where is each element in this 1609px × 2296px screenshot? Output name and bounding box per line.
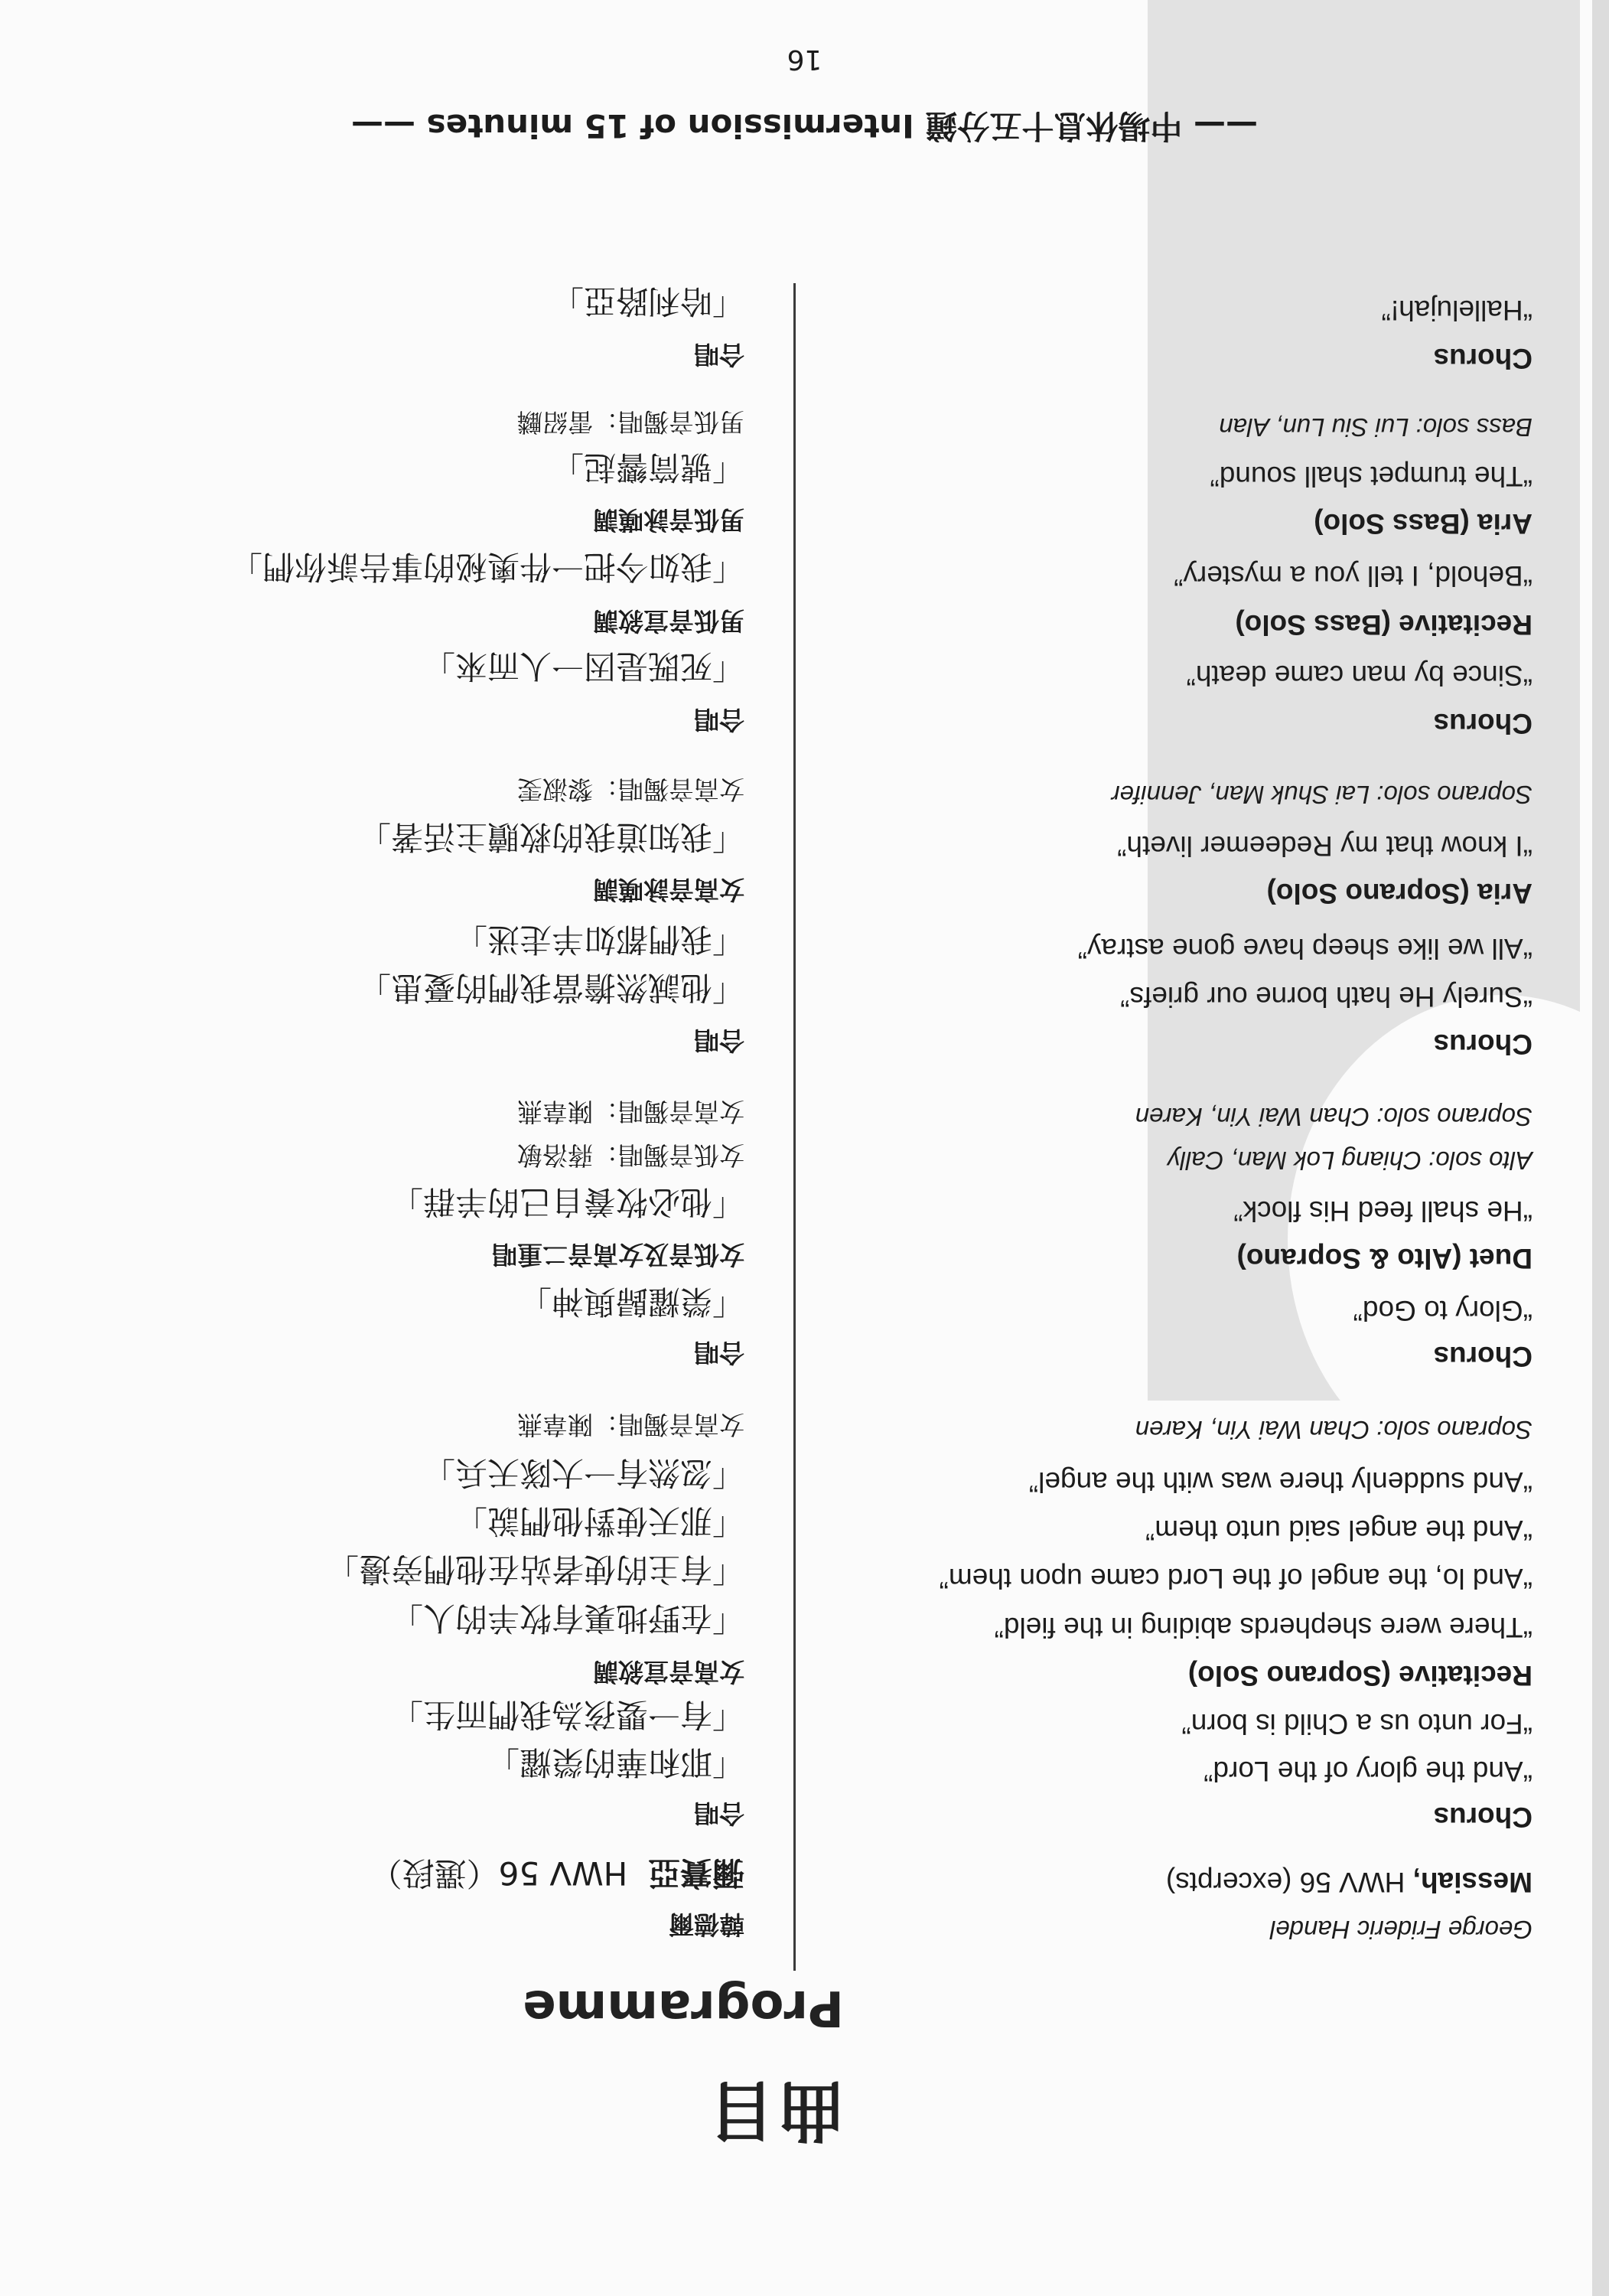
row-en: Duet (Alto & Soprano) — [1236, 1243, 1532, 1274]
row-en: “Glory to God” — [1353, 1295, 1532, 1326]
row-zh: 「我們都如羊走迷」 — [454, 921, 744, 958]
row-en: Aria (Bass Solo) — [1314, 508, 1532, 540]
work-zh-sub: HWV 56（選段） — [370, 1854, 628, 1892]
row-zh: 「他必牧養自己的羊群」 — [390, 1183, 744, 1221]
composer-en: George Frideric Handel — [1270, 1916, 1532, 1944]
title-zh: 曲目 — [706, 2072, 844, 2148]
row-en: Soprano solo: Chan Wai Yin, Karen — [1135, 1416, 1532, 1444]
row-zh: 「死既是因一人而來」 — [422, 647, 744, 685]
row-en: Chorus — [1433, 1802, 1532, 1833]
row-en: Chorus — [1433, 1029, 1532, 1060]
page-number: 16 — [787, 44, 822, 75]
row-zh: 男低音獨唱：雷紹麟 — [517, 407, 744, 437]
row-en: “For unto us a Child is born” — [1181, 1708, 1532, 1740]
row-zh: 「耶和華的榮耀」 — [487, 1743, 744, 1781]
row-en: “And suddenly there was with the angel” — [1028, 1466, 1532, 1498]
row-en: Bass solo: Lui Siu Lun, Alan — [1219, 413, 1532, 442]
row-en: “The trumpet shall sound” — [1210, 461, 1532, 492]
row-en: “I know that my Redeemer liveth” — [1117, 830, 1532, 862]
row-en: “And the angel said unto them” — [1145, 1515, 1532, 1546]
row-zh: 「號筒響起」 — [551, 448, 744, 486]
title-en: Programme — [523, 1979, 844, 2036]
row-zh: 男低音宣敘調 — [593, 606, 744, 636]
row-en: “All we like sheep have gone astray” — [1077, 933, 1532, 964]
row-zh: 「他誠然擔當我們的憂患」 — [358, 969, 744, 1006]
row-zh: 女低音及女高音二重唱 — [492, 1240, 744, 1270]
row-zh: 合唱 — [694, 340, 744, 370]
row-en: “He shall feed His flock” — [1233, 1195, 1532, 1227]
row-zh: 「哈利路亞」 — [551, 282, 744, 320]
row-en: “And lo, the angel of the Lord came upon them” — [939, 1563, 1532, 1594]
row-zh: 女高音獨唱：黎淑雯 — [517, 775, 744, 804]
row-zh: 女低音獨唱：蔣洛敏 — [517, 1140, 744, 1170]
row-zh: 「榮耀歸與神」 — [519, 1283, 744, 1320]
column-divider — [793, 283, 796, 1971]
work-zh-title: 彌賽亞 — [647, 1854, 744, 1892]
row-zh: 「有一嬰孩為我們而生」 — [390, 1696, 744, 1733]
row-en: Chorus — [1433, 343, 1532, 374]
row-en: “There were shepherds abiding in the field” — [994, 1612, 1532, 1643]
row-zh: 女高音獨唱：陳韋燕 — [517, 1097, 744, 1127]
row-zh: 「我知道我的救贖主活著」 — [358, 818, 744, 856]
row-zh: 「忽然有一大隊天兵」 — [422, 1454, 744, 1492]
row-en: “Since by man came death” — [1186, 660, 1532, 691]
row-en: Recitative (Bass Solo) — [1235, 609, 1532, 641]
row-zh: 「我如今把一件奧秘的事告訴你們」 — [230, 548, 744, 585]
work-en — [1166, 1866, 1532, 1898]
work-en-sub: HWV 56 (excerpts) — [1165, 1867, 1405, 1898]
row-en: “And the glory of the Lord” — [1203, 1756, 1532, 1787]
row-zh: 合唱 — [694, 705, 744, 735]
row-en: Soprano solo: Chan Wai Yin, Karen — [1135, 1103, 1532, 1131]
row-zh: 合唱 — [694, 1799, 744, 1828]
row-en: Recitative (Soprano Solo) — [1187, 1660, 1532, 1691]
row-en: Chorus — [1433, 708, 1532, 739]
intermission-note: —— 中場休息十五分鐘 Intermission of 15 minutes —— — [351, 107, 1258, 145]
work-zh — [370, 1852, 744, 1898]
row-en: Chorus — [1433, 1341, 1532, 1372]
row-en: Aria (Soprano Solo) — [1266, 878, 1532, 909]
row-zh: 女高音獨唱：陳韋燕 — [517, 1410, 744, 1440]
row-zh: 合唱 — [694, 1026, 744, 1055]
row-en: “Hallelujah!” — [1381, 295, 1532, 326]
composer-zh: 韓德爾 — [669, 1910, 744, 1939]
row-en: “Surely He hath borne our griefs” — [1120, 981, 1532, 1013]
row-en: “Behold, I tell you a mystery” — [1174, 560, 1532, 592]
row-zh: 「有主的使者站在他們旁邊」 — [326, 1551, 744, 1588]
row-zh: 女高音詠嘆調 — [593, 875, 744, 905]
work-en-title: Messiah, — [1412, 1867, 1532, 1898]
row-zh: 「在野地裏有牧羊的人」 — [390, 1600, 744, 1637]
row-zh: 女高音宣敘調 — [593, 1657, 744, 1687]
row-en: Alto solo: Chiang Lok Man, Cally — [1168, 1146, 1532, 1175]
page-edge-shadow — [1592, 0, 1609, 2296]
row-zh: 合唱 — [694, 1338, 744, 1368]
row-zh: 男低音詠嘆調 — [593, 505, 744, 535]
row-zh: 「那天使對他們說」 — [454, 1502, 744, 1540]
row-en: Soprano solo: Lai Shuk Man, Jennifer — [1111, 781, 1532, 809]
